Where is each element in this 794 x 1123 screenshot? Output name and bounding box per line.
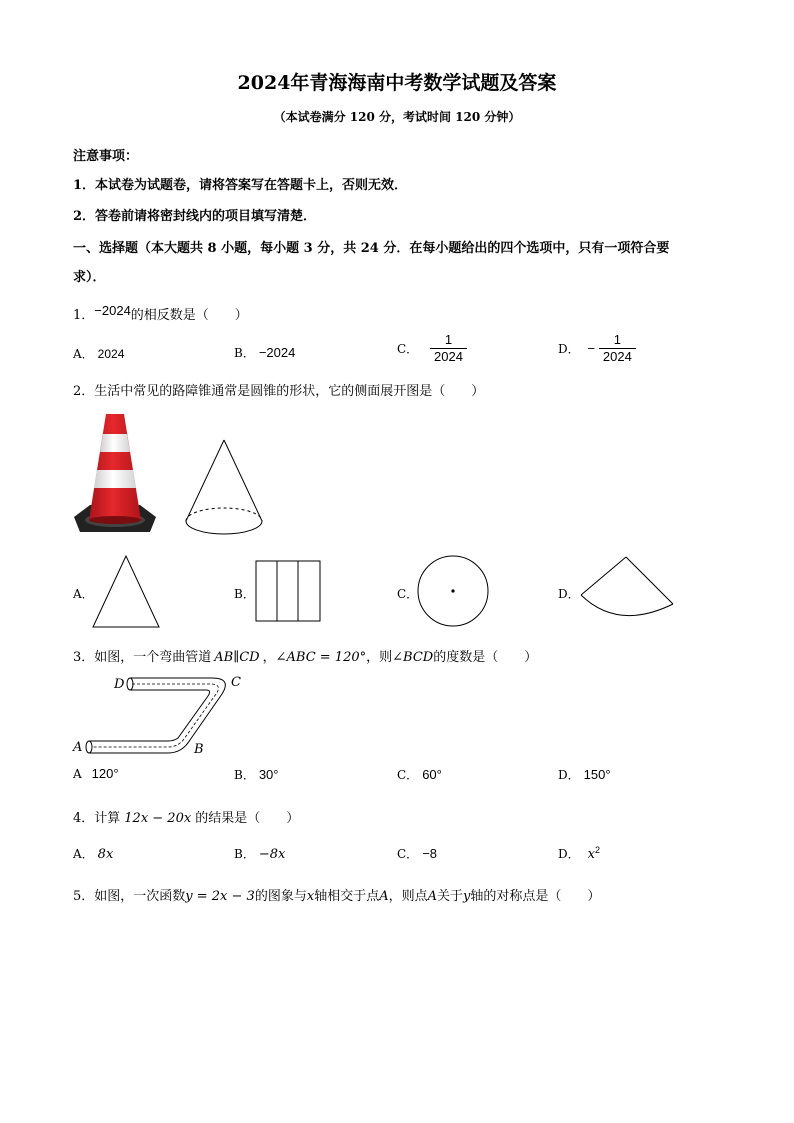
question-5	[73, 885, 600, 904]
numerator: 1	[599, 332, 636, 349]
denominator: 2024	[602, 349, 632, 364]
question-5-text-d: ，则点	[388, 889, 428, 904]
option-value: 2024	[97, 347, 125, 361]
fraction	[430, 332, 467, 365]
fraction	[599, 332, 636, 365]
option-value: 150°	[583, 767, 611, 782]
page-title: 2024年青海海南中考数学试题及答案	[237, 72, 557, 94]
option-value: 8x	[97, 847, 114, 862]
question-3-angle-given: ∠ABC = 120°	[275, 650, 367, 665]
question-3-text-b: ，	[262, 650, 276, 665]
q3-option-b[interactable]	[234, 766, 279, 783]
q2-option-b[interactable]: B．	[234, 587, 255, 601]
question-number: 1．	[73, 308, 95, 323]
sector-shape	[578, 556, 678, 616]
question-5-point-a: A	[379, 889, 389, 904]
question-3-text-a: 3．如图，一个弯曲管道	[73, 650, 212, 665]
option-exponent: 2	[594, 845, 600, 855]
q4-option-c[interactable]	[397, 845, 437, 862]
notes-item-2: 2．答卷前请将密封线内的项目填写清楚．	[73, 209, 317, 224]
q4-option-b[interactable]	[234, 845, 285, 862]
rectangle-shape	[255, 560, 323, 624]
label-b: B	[194, 742, 204, 757]
question-1	[73, 304, 248, 323]
question-1-expression: −2024	[94, 303, 131, 318]
q2-option-c[interactable]: C．	[397, 587, 419, 601]
q3-option-a[interactable]	[73, 766, 119, 781]
q3-option-c[interactable]	[397, 766, 442, 783]
option-label: A	[73, 767, 82, 781]
circle-shape	[416, 555, 492, 629]
q4-option-a[interactable]	[73, 845, 113, 862]
section-heading-line-2: 求）．	[73, 270, 106, 285]
label-d: D	[114, 677, 125, 692]
question-3-text-c: ，则	[366, 650, 393, 665]
question-5-text-b: 的图象与	[254, 889, 307, 904]
question-5-text-c: 轴相交于点	[314, 889, 380, 904]
option-label: C．	[397, 768, 419, 782]
label-a: A	[73, 740, 83, 755]
numerator: 1	[430, 332, 467, 349]
option-value: −8	[422, 846, 438, 861]
question-3-pipe: AB∥CD	[214, 650, 260, 665]
q1-option-c[interactable]	[397, 332, 467, 365]
pipe-diagram	[72, 672, 252, 760]
option-base: x	[587, 847, 595, 862]
question-5-text-f: 轴的对称点是（ ）	[470, 889, 601, 904]
page-subtitle: （本试卷满分 120 分，考试时间 120 分钟）	[273, 110, 521, 124]
option-label: A．	[73, 847, 94, 861]
question-5-point-a-2: A	[427, 889, 437, 904]
option-value: −8x	[258, 847, 286, 862]
question-4	[73, 807, 299, 826]
q4-option-d[interactable]	[558, 845, 600, 862]
triangle-shape	[92, 555, 162, 629]
option-value: 30°	[258, 767, 279, 782]
question-4-expression: 12x − 20x	[124, 811, 192, 826]
q3-option-d[interactable]	[558, 766, 611, 783]
question-3-text-d: 的度数是（ ）	[433, 650, 538, 665]
option-label: B．	[234, 768, 255, 782]
question-5-x: x	[306, 889, 315, 904]
question-4-text-a: 4．计算	[73, 811, 121, 826]
minus-sign: −	[587, 341, 596, 356]
question-3	[73, 646, 537, 665]
option-label: A．	[73, 347, 94, 361]
option-value: −2024	[258, 345, 296, 360]
q2-option-d[interactable]: D．	[558, 587, 580, 601]
q1-option-b[interactable]	[234, 344, 295, 361]
question-5-text-e: 关于	[437, 889, 464, 904]
cone-diagram	[183, 438, 265, 538]
q2-option-a[interactable]: A．	[73, 587, 94, 601]
denominator: 2024	[434, 349, 463, 364]
question-5-y: y	[463, 889, 471, 904]
option-label: D．	[558, 342, 580, 356]
q1-option-d[interactable]	[558, 332, 636, 365]
option-label: B．	[234, 847, 255, 861]
option-value: 120°	[91, 766, 119, 781]
question-4-text-b: 的结果是（ ）	[195, 811, 300, 826]
question-2: 2．生活中常见的路障锥通常是圆锥的形状，它的侧面展开图是（ ）	[73, 384, 485, 399]
notes-item-1: 1．本试卷为试题卷，请将答案写在答题卡上，否则无效．	[73, 178, 408, 193]
question-5-text-a: 5．如图，一次函数	[73, 889, 186, 904]
question-5-expression: y = 2x − 3	[185, 889, 255, 904]
option-label: D．	[558, 847, 580, 861]
option-label: C．	[397, 847, 419, 861]
question-1-text: 的相反数是（ ）	[130, 308, 248, 323]
option-label: D．	[558, 768, 580, 782]
traffic-cone-image	[70, 412, 160, 540]
option-label: C．	[397, 342, 419, 356]
option-label: B．	[234, 346, 255, 360]
q1-option-a[interactable]	[73, 345, 124, 362]
section-heading-line-1: 一、选择题（本大题共 8 小题，每小题 3 分，共 24 分．在每小题给出的四个选项中，只有一项符合要	[73, 241, 670, 256]
question-3-angle-asked: ∠BCD	[392, 650, 434, 665]
notes-heading: 注意事项：	[73, 149, 139, 164]
label-c: C	[231, 675, 241, 690]
option-value: 60°	[422, 767, 442, 782]
